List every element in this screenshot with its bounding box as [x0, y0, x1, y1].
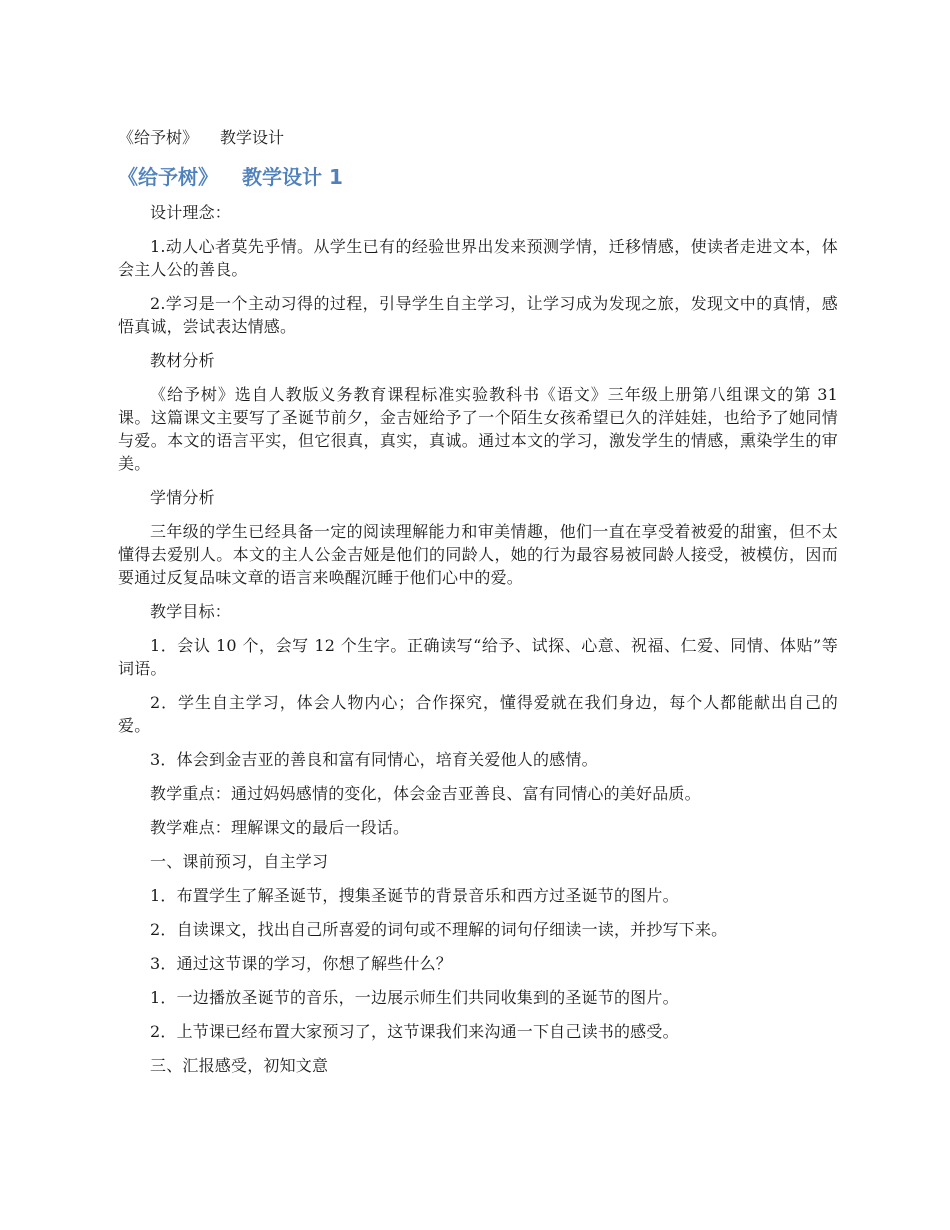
paragraph-step-1: 1．布置学生了解圣诞节，搜集圣诞节的背景音乐和西方过圣诞节的图片。: [150, 886, 679, 905]
paragraph-student-analysis: 三年级的学生已经具备一定的阅读理解能力和审美情趣，他们一直在享受着被爱的甜蜜，但不太懂得去爱别人。本文的主人公金吉娅是他们的同龄人，她的行为最容易被同龄人接受，被模仿，因而要通过反复品味文章的语言来唤醒沉睡于他们心中的爱。: [118, 522, 838, 587]
paragraph-material-analysis-label: 教材分析: [150, 351, 215, 370]
paragraph-section-3-title: 三、汇报感受，初知文意: [150, 1056, 329, 1075]
section-heading-book: 《给予树》: [118, 165, 218, 189]
document-title: [118, 127, 284, 149]
paragraph-step-4: 1．一边播放圣诞节的音乐，一边展示师生们共同收集到的圣诞节的图片。: [150, 988, 679, 1007]
paragraph-key-point: 教学重点：通过妈妈感情的变化，体会金吉亚善良、富有同情心的美好品质。: [150, 784, 701, 803]
paragraph-student-analysis-label: 学情分析: [150, 488, 215, 507]
paragraph-goal-2: 2．学生自主学习，体会人物内心；合作探究，懂得爱就在我们身边，每个人都能献出自己的爱。: [118, 693, 838, 735]
paragraph-material-analysis: 《给予树》选自人教版义务教育课程标准实验教科书《语文》三年级上册第八组课文的第 31 课。这篇课文主要写了圣诞节前夕，金吉娅给予了一个陌生女孩希望已久的洋娃娃，也给予了她同情与爱。本文的语言平实，但它很真，真实，真诚。通过本文的学习，激发学生的情感，熏染学生的审美。: [118, 385, 838, 473]
section-heading: [118, 163, 343, 191]
document-title-book: 《给予树》: [118, 128, 199, 147]
paragraph-design-concept-label: 设计理念：: [150, 203, 232, 222]
paragraph-step-3: 3．通过这节课的学习，你想了解些什么？: [150, 954, 452, 973]
paragraph-goal-1: 1．会认 10 个，会写 12 个生字。正确读写“给予、试探、心意、祝福、仁爱、同情、体贴”等词语。: [118, 636, 838, 678]
document-title-design: 教学设计: [220, 128, 285, 147]
paragraph-concept-2: 2.学习是一个主动习得的过程，引导学生自主学习，让学习成为发现之旅，发现文中的真情，感悟真诚，尝试表达情感。: [118, 294, 838, 336]
paragraph-concept-1: 1.动人心者莫先乎情。从学生已有的经验世界出发来预测学情，迁移情感，使读者走进文本，体会主人公的善良。: [118, 237, 838, 279]
document-body: [118, 201, 838, 1088]
paragraph-goals-label: 教学目标：: [150, 602, 232, 621]
paragraph-step-5: 2．上节课已经布置大家预习了，这节课我们来沟通一下自己读书的感受。: [150, 1022, 679, 1041]
paragraph-difficulty: 教学难点：理解课文的最后一段话。: [150, 818, 410, 837]
paragraph-section-1-title: 一、课前预习，自主学习: [150, 852, 329, 871]
section-heading-design: 教学设计 1: [242, 165, 343, 189]
paragraph-goal-3: 3．体会到金吉亚的善良和富有同情心，培育关爱他人的感情。: [150, 750, 598, 769]
paragraph-step-2: 2．自读课文，找出自己所喜爱的词句或不理解的词句仔细读一读，并抄写下来。: [150, 920, 728, 939]
